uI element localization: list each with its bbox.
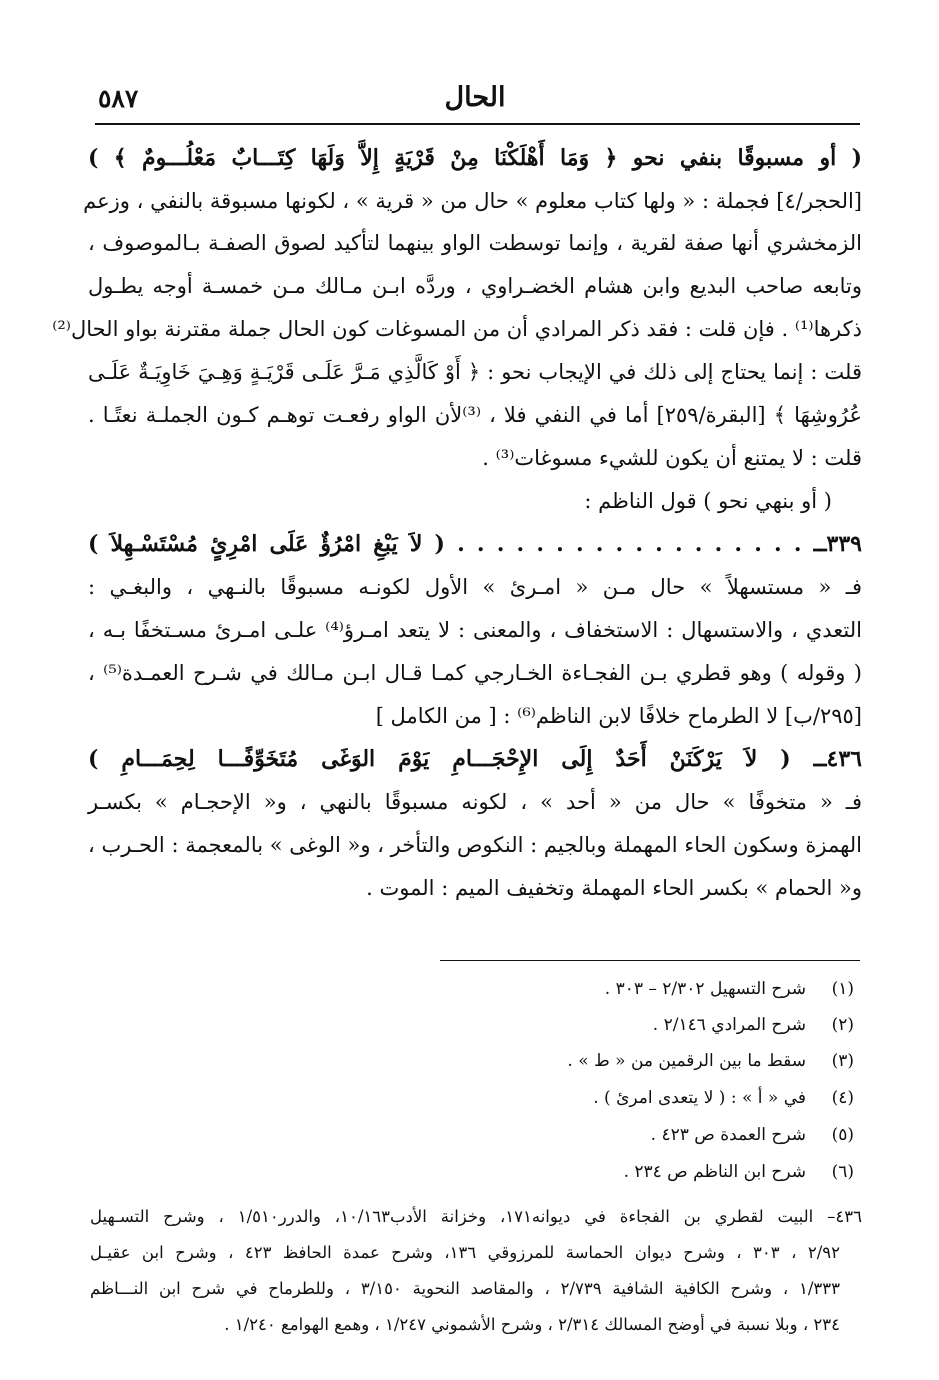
page-header bbox=[90, 82, 860, 122]
footnote bbox=[454, 1047, 854, 1075]
verse-line: ٤٣٦ــ ( لاَ يَرْكَنَنْ أَحَدٌ إِلَى الإِحْجَـــامِ يَوْمَ الوَغَى مُتَخَوِّفًـــا لِحِمَـــامِ ) bbox=[88, 746, 862, 772]
body-line: التعدي ، والاستسهال : الاستخفاف ، والمعنى : لا يتعد امـرؤ⁽⁴⁾ علـى امـرئ مسـتخفًا بـه ، bbox=[88, 618, 862, 642]
source-note-line: ١/٣٣٣ ، وشرح الكافية الشافية ٢/٧٣٩ ، والمقاصد النحوية ٣/١٥٠ ، وللطرماح في شرح ابن النـــاظم bbox=[90, 1279, 840, 1298]
body-line: الهمزة وسكون الحاء المهملة وبالجيم : النكوص والتأخر ، و« الوغى » بالمعجمة : الحـرب ، bbox=[88, 833, 862, 857]
footnote bbox=[454, 1121, 854, 1149]
footnote-number: (٦) bbox=[831, 1162, 854, 1182]
footnote bbox=[454, 1011, 854, 1039]
body-line: وتابعه صاحب البديع وابن هشام الخضـراوي ، وردَّه ابـن مـالك مـن خمسـة أوجه يطـول bbox=[88, 274, 862, 298]
body-line: و« الحمام » بكسر الحاء المهملة وتخفيف الميم : الموت . bbox=[366, 876, 862, 900]
header-divider bbox=[95, 123, 860, 125]
footnote-text: شرح المرادي ٢/١٤٦ . bbox=[652, 1015, 806, 1035]
footnote-text: شرح العمدة ص ٤٢٣ . bbox=[650, 1125, 806, 1145]
body-line: ( وقوله ) وهو قطري بـن الفجـاءة الخـارجي كمـا قـال ابـن مـالك في شـرح العمـدة⁽⁵⁾ ، bbox=[88, 661, 862, 685]
footnote bbox=[454, 975, 854, 1003]
page-number: ٥٨٧ bbox=[98, 84, 139, 113]
body-line: ( أو مسبوقًا بنفي نحو ﴿ وَمَا أَهْلَكْنَا مِنْ قَرْيَةٍ إِلاَّ وَلَهَا كِتَـــابٌ مَعْلُـــومٌ ﴾ ) bbox=[88, 145, 862, 171]
page-title: الحال bbox=[444, 82, 506, 113]
body-line: [٢٩٥/ب] لا الطرماح خلافًا لابن الناظم⁽⁶⁾ : [ من الكامل ] bbox=[375, 704, 862, 728]
body-line: [الحجر/٤] فجملة : « ولها كتاب معلوم » حال من « قرية » ، لكونها مسبوقة بالنفي ، وزعم bbox=[83, 189, 862, 213]
footnote-number: (٥) bbox=[831, 1125, 854, 1145]
footnote bbox=[454, 1084, 854, 1112]
footnote-text: شرح ابن الناظم ص ٢٣٤ . bbox=[623, 1162, 806, 1182]
footnote-number: (٢) bbox=[831, 1015, 854, 1035]
footnote-number: (١) bbox=[831, 979, 854, 999]
source-note-line: ٤٣٦– البيت لقطري بن الفجاءة في ديوانه١٧١، وخزانة الأدب١٠/١٦٣، والدرر١/٥١٠ ، وشرح التسـهيل bbox=[90, 1207, 862, 1226]
footnote bbox=[454, 1158, 854, 1186]
footnote-divider bbox=[440, 960, 860, 961]
footnote-text: شرح التسهيل ٢/٣٠٢ – ٣٠٣ . bbox=[604, 979, 806, 999]
footnote-text: في « أ » : ( لا يتعدى امرئ ) . bbox=[593, 1088, 806, 1108]
verse-line: ٣٣٩ــ . . . . . . . . . . . . . . . . . . ( لاَ يَبْغِ امْرُؤٌ عَلَى امْرِئٍ مُسْتَسْـهِلاَ ) bbox=[88, 531, 862, 557]
body-line: فـ « مستسهلاً » حال مـن « امـرئ » الأول لكونـه مسبوقًا بالنـهي ، والبغـي : bbox=[88, 575, 862, 599]
body-line: قلت : إنما يحتاج إلى ذلك في الإيجاب نحو : ﴿ أَوْ كَالَّذِي مَـرَّ عَلَـى قَرْيَـةٍ وَهِـيَ خَاوِيَـةٌ عَلَـى bbox=[88, 360, 862, 384]
footnote-number: (٣) bbox=[831, 1051, 854, 1071]
body-line: ذكرها⁽¹⁾ . فإن قلت : فقد ذكر المرادي أن من المسوغات كون الحال جملة مقترنة بواو الحال⁽²⁾ bbox=[52, 317, 862, 341]
source-note-line: ٢٣٤ ، وبلا نسبة في أوضح المسالك ٢/٣١٤ ، وشرح الأشموني ١/٢٤٧ ، وهمع الهوامع ١/٢٤٠ . bbox=[224, 1315, 840, 1334]
body-line: فـ « متخوفًا » حال من « أحد » ، لكونه مسبوقًا بالنهي ، و« الإحجـام » بكسـر bbox=[88, 790, 862, 814]
footnote-number: (٤) bbox=[831, 1088, 854, 1108]
body-line: قلت : لا يمتنع أن يكون للشيء مسوغات⁽³⁾ . bbox=[482, 446, 862, 470]
body-line: عُرُوشِهَا ﴾ [البقرة/٢٥٩] أما في النفي فلا ، ⁽³⁾لأن الواو رفعـت توهـم كـون الجملـة نعتًـا . bbox=[88, 403, 863, 427]
body-line: الزمخشري أنها صفة لقرية ، وإنما توسطت الواو بينهما لتأكيد لصوق الصفـة بـالموصوف ، bbox=[88, 231, 862, 255]
source-note-line: ٢/٩٢ ، ٣٠٣ ، وشرح ديوان الحماسة للمرزوقي ١٣٦، وشرح عمدة الحافظ ٤٢٣ ، وشرح ابن عقيـل bbox=[90, 1243, 840, 1262]
body-line: ( أو بنهي نحو ) قول الناظم : bbox=[584, 489, 832, 513]
footnote-text: سقط ما بين الرقمين من « ط » . bbox=[567, 1051, 806, 1071]
